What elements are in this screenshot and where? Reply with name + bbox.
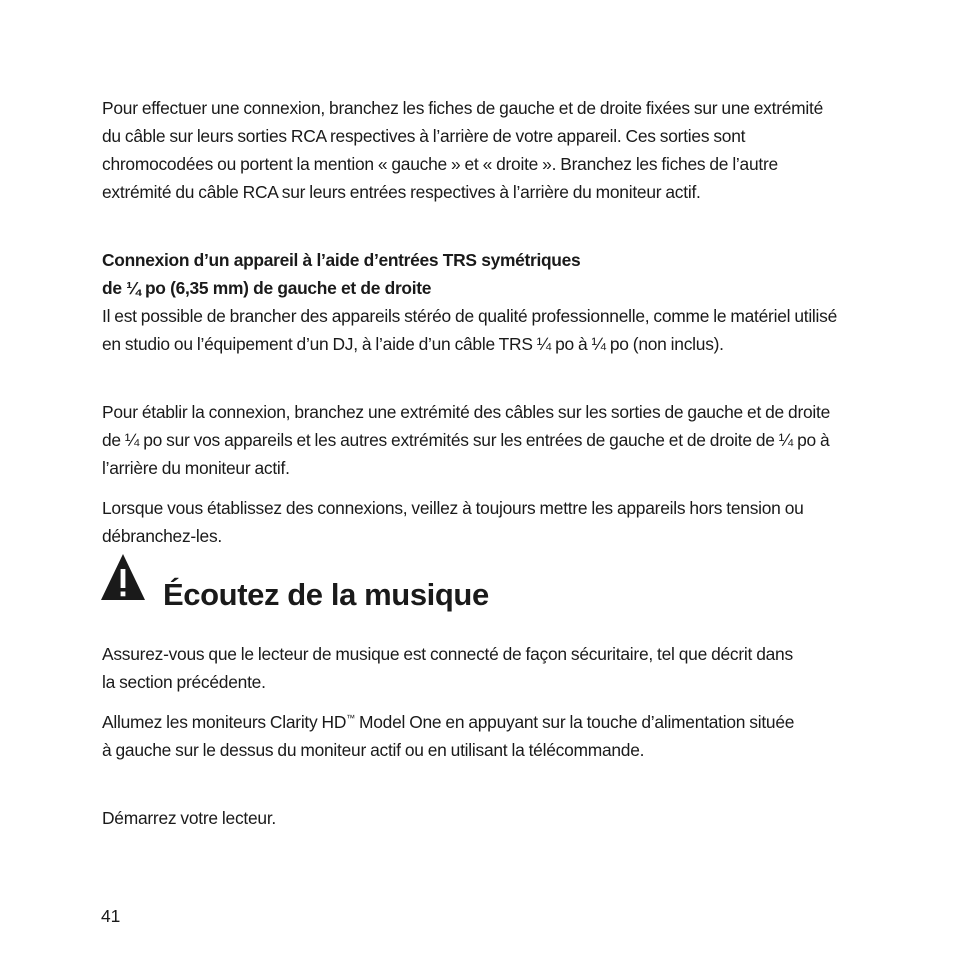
start-player-paragraph: Démarrez votre lecteur. [102, 808, 276, 828]
page-number: 41 [101, 906, 121, 926]
power-off-warning-paragraph: Lorsque vous établissez des connexions, veillez à toujours mettre les appareils hors tension ou débranchez-les. [102, 498, 804, 546]
trs-description-paragraph: Il est possible de brancher des appareils stéréo de qualité professionnelle, comme le matériel utilisé en studio ou l’équipement d’un DJ, à l’aide d’un câble TRS ¼ po à ¼ po (non inclus). [102, 306, 838, 354]
rca-connection-paragraph: Pour effectuer une connexion, branchez les fiches de gauche et de droite fixées sur une extrémité du câble sur leurs sorties RCA respectives à l’arrière de votre appareil. Ces sorties sont chromocodées ou portent la mention « gauche » et « droite ». Branchez les fiches de l’autre extrémité du câble RCA sur leurs entrées respectives à l’arrière du moniteur actif. [102, 98, 824, 202]
power-on-text-start: Allumez les moniteurs Clarity HD [102, 712, 347, 732]
trs-heading-line-1: Connexion d’un appareil à l’aide d’entrées TRS symétriques [102, 250, 581, 270]
music-player-connected-paragraph: Assurez-vous que le lecteur de musique est connecté de façon sécuritaire, tel que décrit dans la section précédente. [102, 644, 793, 692]
power-on-text-end: Model One en appuyant sur la touche d’alimentation située à gauche sur le dessus du moniteur actif ou en utilisant la télécommande. [102, 712, 795, 760]
power-on-paragraph [102, 708, 802, 764]
section-heading: Écoutez de la musique [163, 577, 489, 612]
trademark-symbol: ™ [346, 713, 355, 723]
trs-instructions-paragraph: Pour établir la connexion, branchez une extrémité des câbles sur les sorties de gauche et de droite de ¼ po sur vos appareils et les autres extrémités sur les entrées de gauche et de droite de ¼ po à l’arrière du moniteur actif. [102, 402, 831, 478]
trs-section-heading [102, 246, 822, 302]
warning-triangle-icon [100, 552, 146, 602]
trs-heading-line-2: de ¼ po (6,35 mm) de gauche et de droite [102, 278, 432, 298]
